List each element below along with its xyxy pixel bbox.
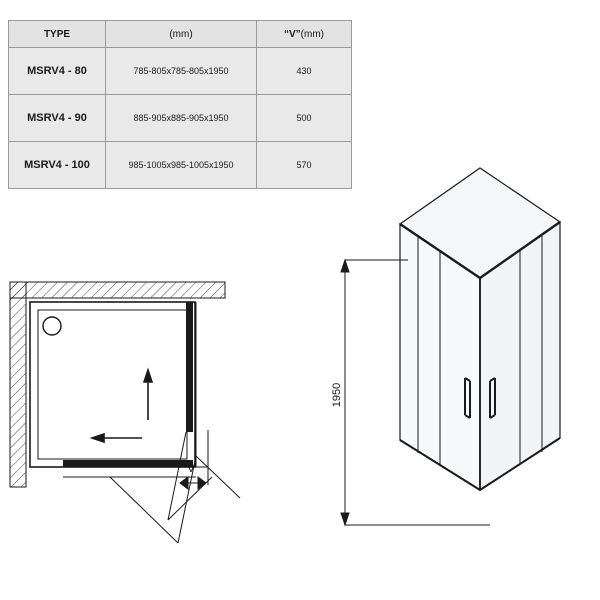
height-dimension-label: 1950 — [331, 382, 343, 408]
column-header-mm: (mm) — [106, 21, 257, 48]
cell-mm: 985-1005x985-1005x1950 — [106, 142, 257, 189]
specification-table — [8, 20, 352, 189]
cell-v: 500 — [257, 95, 352, 142]
table-row — [9, 95, 352, 142]
cell-mm: 885-905x885-905x1950 — [106, 95, 257, 142]
plan-v-label: V — [187, 463, 195, 475]
cell-type: MSRV4 - 90 — [9, 95, 106, 142]
column-header-v-unit: (mm) — [300, 28, 324, 40]
cell-type: MSRV4 - 80 — [9, 48, 106, 95]
table-row — [9, 142, 352, 189]
cell-mm: 785-805x785-805x1950 — [106, 48, 257, 95]
table-header — [9, 21, 352, 48]
column-header-v-symbol: “V” — [284, 28, 301, 40]
cell-type: MSRV4 - 100 — [9, 142, 106, 189]
isometric-view-drawing — [320, 150, 595, 580]
table-header-row — [9, 21, 352, 48]
table-row — [9, 48, 352, 95]
column-header-v — [257, 21, 352, 48]
shower-tray — [30, 302, 195, 467]
cell-v: 430 — [257, 48, 352, 95]
plan-view-drawing — [0, 270, 320, 570]
table-body — [9, 48, 352, 189]
column-header-type: TYPE — [9, 21, 106, 48]
cell-v: 570 — [257, 142, 352, 189]
